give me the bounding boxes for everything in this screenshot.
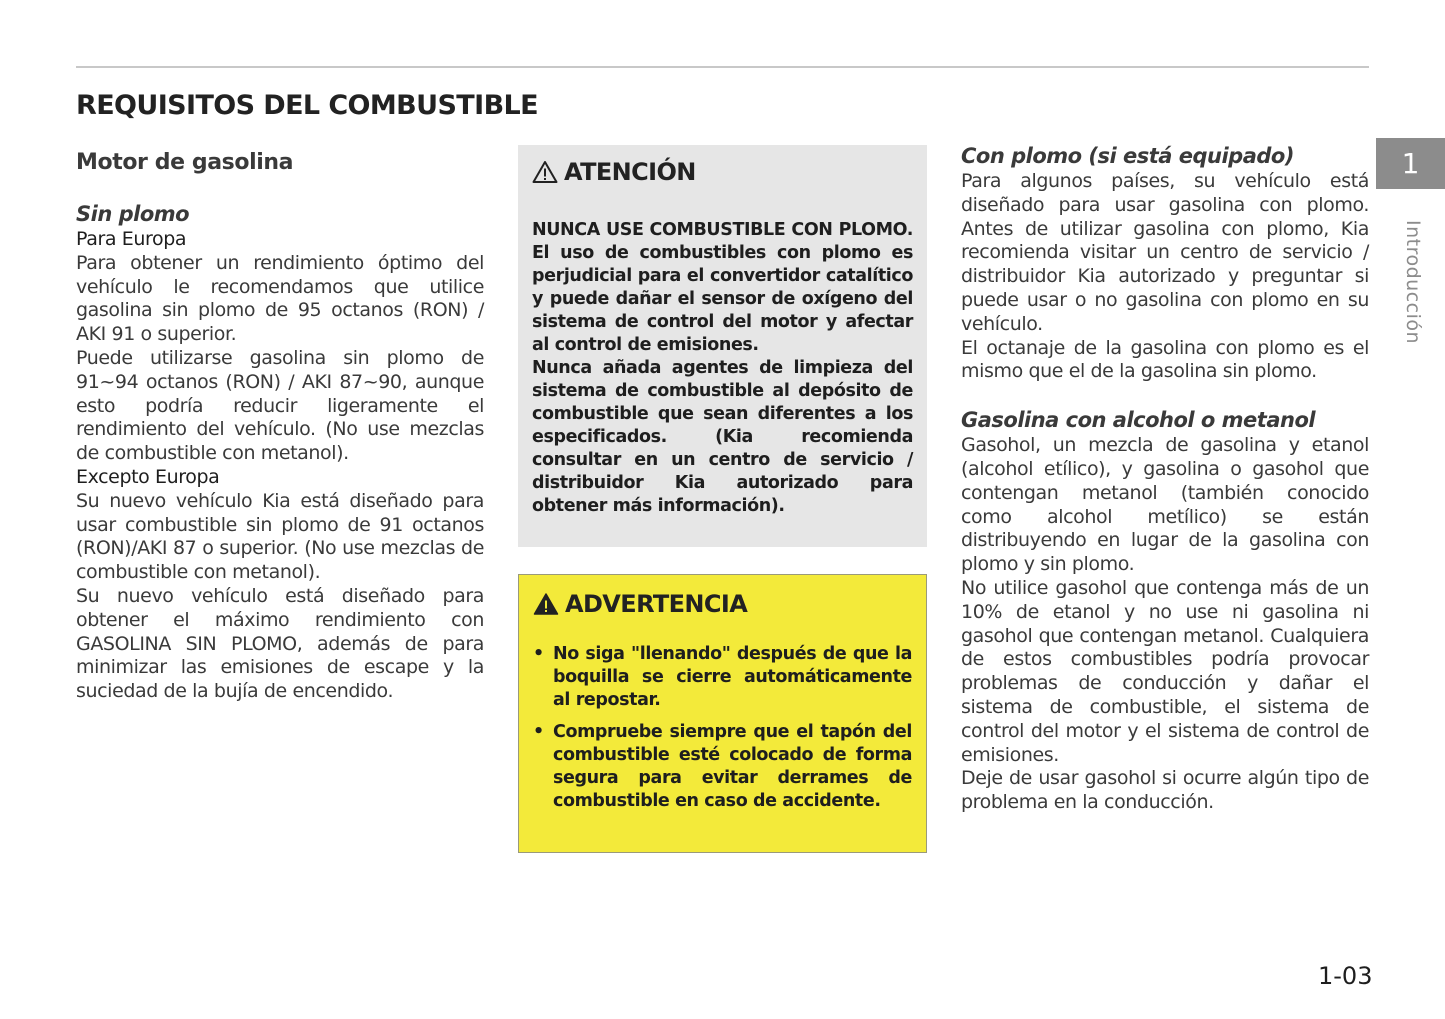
paragraph-leaded-1: Para algunos países, su vehículo está diseñado para usar gasolina con plomo. Antes de utilizar gasolina con plomo, Kia recomienda visitar un centro de servicio / distribuidor Kia autorizado y preguntar si puede usar o no gasolina con plomo en su vehículo. (961, 170, 1369, 335)
attention-text-2: Nunca añada agentes de limpieza del sistema de combustible al depósito de combustible que sean diferentes a los especificados. (Kia recomienda consultar en un centro de servicio / distribuidor Kia autorizado para obtener más información). (532, 358, 913, 516)
paragraph-alcohol-2: No utilice gasohol que contenga más de un 10% de etanol y no use ni gasolina ni gasohol que contengan metanol. Cualquiera de estos combustibles podría provocar problemas de conducción y dañar el sistema de combustible, el sistema de control del motor y el sistema de control de emisiones. (961, 576, 1369, 766)
warning-box (518, 574, 927, 853)
chapter-label: Introducción (1402, 220, 1424, 345)
warning-box-title (533, 589, 912, 619)
paragraph-alcohol-3: Deje de usar gasohol si ocurre algún tipo de problema en la conducción. (961, 767, 1369, 814)
paragraph-alcohol-1: Gasohol, un mezcla de gasolina y etanol (alcohol etílico), y gasolina o gasohol que contengan metanol (también conocido como alcohol metílico) se están distribuyendo en lugar de la gasolina con plomo y sin plomo. (961, 434, 1369, 576)
warning-triangle-outline-icon (532, 160, 558, 184)
paragraph-europe-1: Para obtener un rendimiento óptimo del vehículo le recomendamos que utilice gasolina sin plomo de 95 octanos (RON) / AKI 91 o superior. (76, 251, 484, 346)
top-rule (76, 66, 1369, 68)
warning-title-text: ADVERTENCIA (565, 590, 748, 618)
warning-bullet-2-text: Compruebe siempre que el tapón del combustible esté colocado de forma segura para evitar derrames de combustible en caso de accidente. (553, 722, 912, 811)
warning-bullet-1-text: No siga "llenando" después de que la boquilla se cierre automáticamente al repostar. (553, 644, 912, 710)
subheading-alcohol: Gasolina con alcohol o metanol (961, 408, 1316, 433)
chapter-tab: 1 (1376, 138, 1445, 189)
paragraph-except-europe-1: Su nuevo vehículo Kia está diseñado para usar combustible sin plomo de 91 octanos (RON)/AKI 87 o superior. (No use mezclas de combustible con metanol). (76, 489, 484, 584)
attention-box (518, 145, 927, 547)
paragraph-except-europe-2: Su nuevo vehículo está diseñado para obtener el máximo rendimiento con GASOLINA SIN PLOMO, además de para minimizar las emisiones de escape y la suciedad de la bujía de encendido. (76, 584, 484, 703)
warning-bullet-2 (533, 721, 912, 813)
paragraph-leaded-2: El octanaje de la gasolina con plomo es el mismo que el de la gasolina sin plomo. (961, 336, 1369, 383)
attention-title-text: ATENCIÓN (564, 158, 696, 186)
right-column (961, 142, 1369, 815)
label-europe: Para Europa (76, 228, 187, 250)
attention-text-1: NUNCA USE COMBUSTIBLE CON PLOMO. El uso de combustibles con plomo es perjudicial para el convertidor catalítico y puede dañar el sensor de oxígeno del sistema de control del motor y afectar al control de emisiones. (532, 220, 913, 355)
subheading-unleaded: Sin plomo (76, 202, 190, 226)
label-except-europe: Excepto Europa (76, 465, 220, 488)
bullet-marker: • (533, 644, 545, 664)
warning-bullet-1 (533, 643, 912, 712)
subheading-leaded: Con plomo (si está equipado) (961, 144, 1294, 168)
paragraph-europe-2: Puede utilizarse gasolina sin plomo de 91~94 octanos (RON) / AKI 87~90, aunque esto podría reducir ligeramente el rendimiento del vehículo. (No use mezclas de combustible con metanol). (76, 346, 484, 465)
left-column (76, 142, 484, 704)
page-title: REQUISITOS DEL COMBUSTIBLE (76, 90, 539, 121)
warning-triangle-filled-icon (533, 592, 559, 616)
page-number: 1-03 (1318, 962, 1373, 990)
bullet-marker: • (533, 722, 545, 742)
section-heading-petrol-engine: Motor de gasolina (76, 150, 294, 175)
attention-box-title (532, 157, 913, 187)
